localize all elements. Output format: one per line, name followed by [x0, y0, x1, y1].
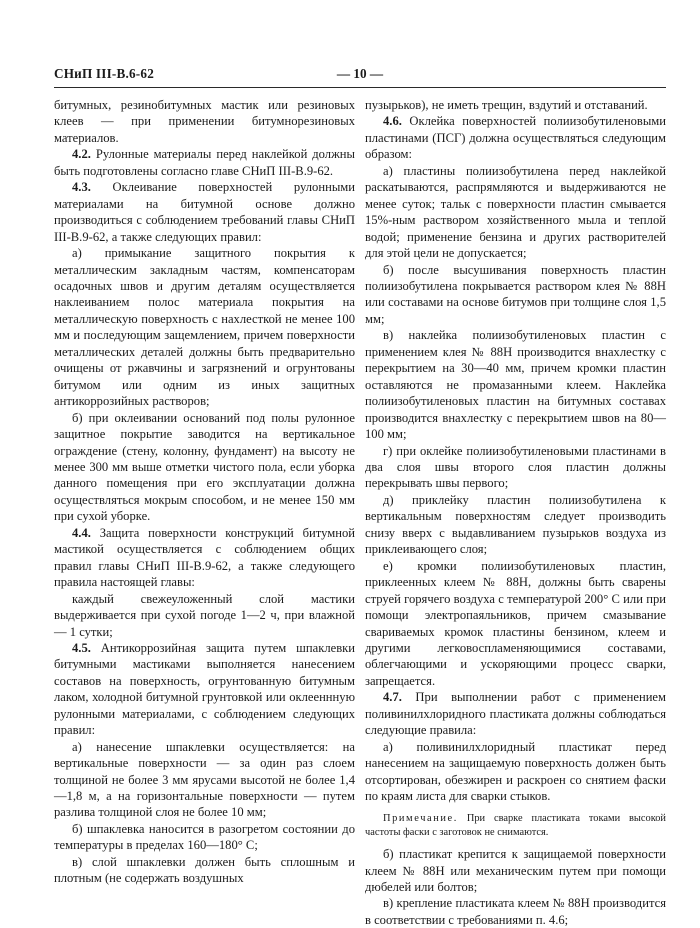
paragraph-continuation: битумных, резинобитумных мастик или резиновых клеев — при применении битумнорезиновых материалов.	[54, 98, 355, 145]
clause-text: Оклеивание поверхностей рулонными материалами на битумной основе должно производиться с соблюдением требований главы СНиП III-В.9-62, а также следующих правил:	[54, 180, 355, 244]
clause-number: 4.2.	[72, 147, 91, 162]
list-item: г) при оклейке полиизобутиленовыми пластинами в два слоя швы второго слоя пластин должны перекрывать швы первого;	[365, 443, 666, 491]
list-item: е) кромки полиизобутиленовых пластин, приклеенных клеем № 88Н, должны быть сварены струей горячего воздуха с температурой 200° С или при помощи электропаяльников, причем смазывание свариваемых кромок пластины бензином, клеем и другими легковоспламеняющимися составами, облегчающими и ускоряющими процесс сварки, запрещается.	[365, 558, 666, 688]
list-item: а) пластины полиизобутилена перед наклейкой раскатываются, распрямляются и выдерживаются не менее суток; тальк с поверхности пластин смывается 15%-ным раствором хозяйственного мыла и теплой водой; применение бензина и других растворителей для этой цели не допускается;	[365, 163, 666, 261]
clause-paragraph	[54, 640, 355, 739]
header-rule	[54, 87, 666, 88]
clause-paragraph	[54, 146, 355, 179]
list-item: а) нанесение шпаклевки осуществляется: на вертикальные поверхности — за один раз слоем толщиной не более 3 мм ярусами высотой не более 1,4—1,8 м, а на горизонтальные поверхности — путем разлива толщиной слоя не более 10 мм;	[54, 739, 355, 820]
text-columns	[54, 97, 666, 928]
list-item: б) шпаклевка наносится в разогретом состоянии до температуры в пределах 160—180° С;	[54, 821, 355, 853]
note-text: При сварке пластиката токами высокой частоты фаски с заготовок не снимаются.	[365, 813, 666, 839]
paragraph-continuation: пузырьков), не иметь трещин, вздутий и отставаний.	[365, 98, 648, 112]
list-item: б) пластикат крепится к защищаемой поверхности клеем № 88Н или механическим путем при помощи дюбелей или болтов;	[365, 847, 666, 894]
left-column	[54, 97, 355, 928]
right-column	[365, 97, 666, 928]
clause-number: 4.6.	[383, 114, 402, 129]
list-item: б) при оклеивании оснований под полы рулонное защитное покрытие заводится на вертикальное ограждение (стену, колонну, фундамент) на высоту не менее 300 мм выше отметки чистого пола, если уборка данного помещения при его эксплуатации должна осуществляться мокрым способом, и не менее 150 мм при сухой уборке.	[54, 410, 355, 524]
page-number: — 10 —	[336, 66, 384, 81]
document-code: СНиП III-В.6-62	[54, 66, 154, 81]
clause-text: Антикоррозийная защита путем шпаклевки битумными мастиками выполняется нанесением составов на поверхность, огрунтованную битумным лаком, холодной битумной грунтовкой или оклееннную рулонными материалами, с соблюдением следующих правил:	[54, 640, 355, 738]
clause-paragraph	[54, 525, 355, 591]
list-item: в) слой шпаклевки должен быть сплошным и плотным (не содержать воздушных	[54, 854, 355, 886]
clause-paragraph	[54, 179, 355, 245]
clause-number: 4.3.	[72, 180, 91, 195]
list-item: каждый свежеуложенный слой мастики выдерживается при сухой погоде 1—2 ч, при влажной — 1 сутки;	[54, 591, 355, 639]
clause-text: При выполнении работ с применением поливинилхлоридного пластиката должны соблюдаться следующие правила:	[365, 690, 666, 738]
list-item: в) наклейка полиизобутиленовых пластин с применением клея № 88Н производится внахлестку с перекрытием на 30—40 мм, причем кромки пластин оставляются не промазанными клеем. Наклейка полиизобутиленовых пластин на битумных составах производится внахлестку с перекрытием швов на 80—100 мм;	[365, 328, 666, 442]
list-item: д) приклейку пластин полиизобутилена к вертикальным поверхностям следует производить снизу вверх с выдавливанием пузырьков воздуха из приклеивающего слоя;	[365, 492, 666, 557]
note-label: Примечание.	[383, 813, 458, 825]
list-item: а) поливинилхлоридный пластикат перед нанесением на защищаемую поверхность должен быть отсортирован, обезжирен и раскроен со снятием фаски по краям листа для сварки стыков.	[365, 739, 666, 804]
clause-number: 4.5.	[72, 640, 91, 655]
page-header	[54, 66, 666, 86]
clause-paragraph	[365, 113, 666, 162]
note	[365, 812, 666, 840]
clause-text: Оклейка поверхностей полиизобутиленовыми пластинами (ПСГ) должна осуществляться следующим образом:	[365, 114, 666, 162]
list-item: а) примыкание защитного покрытия к металлическим закладным частям, компенсаторам осадочных швов и другим деталям осуществляется наклеиванием полос материала покрытия на металлическую поверхность с нахлесткой не менее 100 мм и последующим защемлением, причем поверхности металлических деталей должны быть предварительно очищены от ржавчины и загрязнений и огрунтованы битумом или одним из иных защитных антикоррозийных растворов;	[54, 246, 355, 409]
clause-number: 4.4.	[72, 525, 91, 540]
clause-number: 4.7.	[383, 690, 402, 705]
list-item: в) крепление пластиката клеем № 88Н производится в соответствии с требованиями п. 4.6;	[365, 896, 666, 927]
clause-text: Защита поверхности конструкций битумной мастикой осуществляется с соблюдением общих правил главы СНиП III-В.9-62, а также следующего правила настоящей главы:	[54, 525, 355, 590]
list-item: б) после высушивания поверхность пластин полиизобутилена покрывается раствором клея № 88Н или составами на основе битумов при толщине слоя 1,5 мм;	[365, 262, 666, 326]
clause-paragraph	[365, 689, 666, 738]
clause-text: Рулонные материалы перед наклейкой должны быть подготовлены согласно главе СНиП III-В.9-62.	[54, 147, 355, 178]
